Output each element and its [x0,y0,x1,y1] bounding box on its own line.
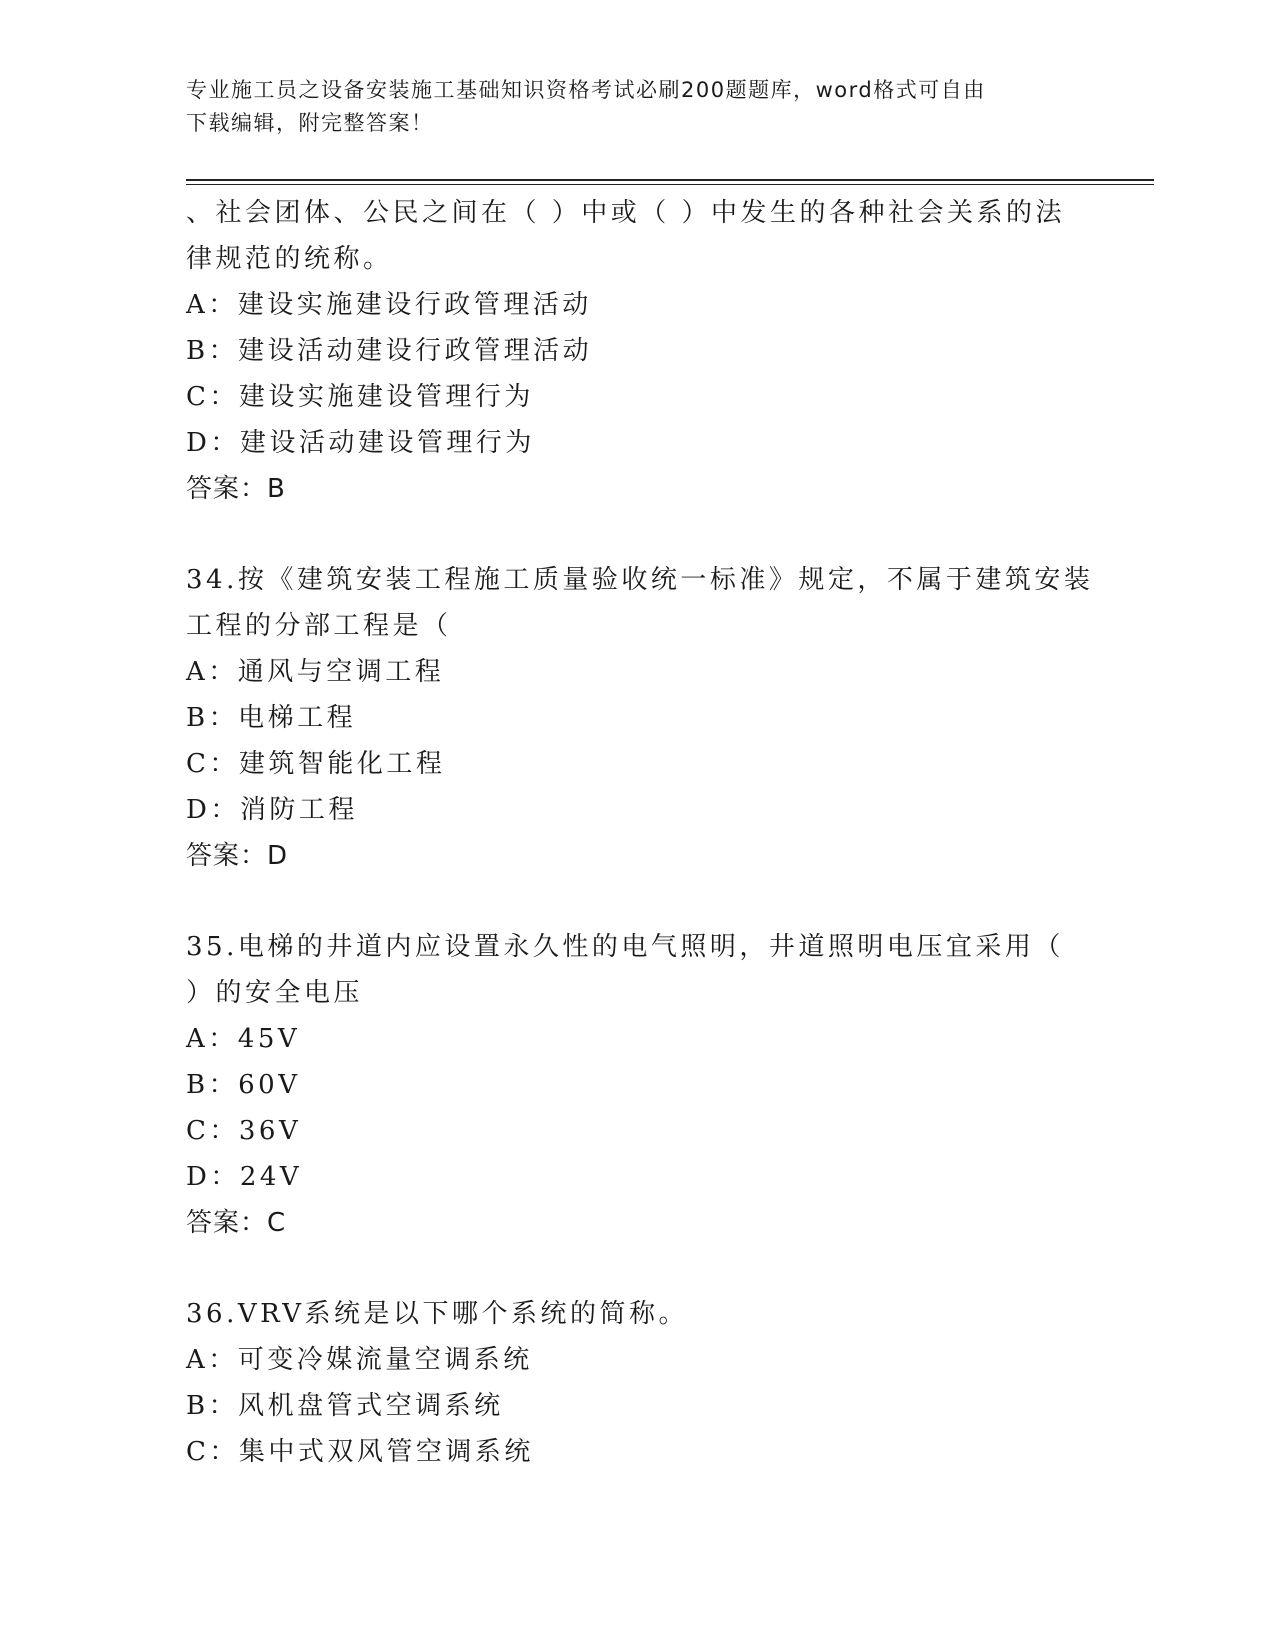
option-d: D：建设活动建设管理行为 [186,428,535,458]
question-spacer [186,1246,1086,1291]
question-stem-line: ）的安全电压 [186,978,364,1008]
question-stem-line: 35.电梯的井道内应设置永久性的电气照明，井道照明电压宜采用（ [186,932,1064,962]
question-stem-line: 34.按《建筑安装工程施工质量验收统一标准》规定，不属于建筑安装 [186,565,1094,595]
option-c: C：集中式双风管空调系统 [186,1437,534,1467]
question-stem-line: 工程的分部工程是（ [186,611,452,641]
header-line-2: 下载编辑，附完整答案！ [186,111,434,135]
option-b: B：60V [186,1070,301,1100]
answer-line: 答案：B [186,474,286,504]
question-36 [186,1291,1086,1475]
question-stem-line: 律规范的统称。 [186,244,393,274]
option-d: D：24V [186,1162,303,1192]
answer-line: 答案：D [186,841,289,871]
option-a: A：45V [186,1024,301,1054]
question-spacer [186,512,1086,557]
option-d: D：消防工程 [186,795,358,825]
question-stem-line: 、社会团体、公民之间在（ ）中或（ ）中发生的各种社会关系的法 [186,198,1066,228]
question-list [186,190,1094,1475]
option-a: A：可变冷媒流量空调系统 [186,1345,533,1375]
header-divider-thin [186,184,1154,185]
question-spacer [186,879,1086,924]
option-c: C：36V [186,1116,302,1146]
option-a: A：通风与空调工程 [186,657,445,687]
document-header [186,74,1066,140]
option-a: A：建设实施建设行政管理活动 [186,290,592,320]
question-34 [186,557,1094,879]
question-33 [186,190,1086,512]
question-stem-line: 36.VRV系统是以下哪个系统的简称。 [186,1299,689,1329]
header-divider-thick [186,179,1154,181]
question-35 [186,924,1086,1246]
option-b: B：建设活动建设行政管理活动 [186,336,593,366]
answer-line: 答案：C [186,1208,287,1238]
header-line-1: 专业施工员之设备安装施工基础知识资格考试必刷200题题库，word格式可自由 [186,78,986,102]
option-b: B：风机盘管式空调系统 [186,1391,504,1421]
option-b: B：电梯工程 [186,703,357,733]
option-c: C：建筑智能化工程 [186,749,446,779]
option-c: C：建设实施建设管理行为 [186,382,534,412]
